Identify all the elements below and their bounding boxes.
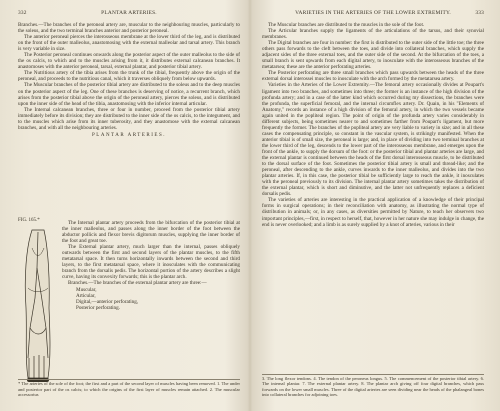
page-number: 333	[475, 10, 484, 16]
left-body-text	[18, 22, 240, 141]
right-footnote: 3. The long flexor tendons. 4. The tendon of the peroneus longus. 5. The commencement of the posterior tibial artery. 6. The internal plantar. 7. The external plantar artery. 8. The plantar arch giving off four digital branches, which pass forwards on the lower small muscles. Three of the digital arteries are seen dividing near the heads of the phalangeal bones into collateral branches for adjoining toes.	[262, 374, 484, 397]
paragraph: The Nutritious artery of the tibia arises from the trunk of the tibial, frequently above the origin of the peroneal, and proceeds to the nutritious canal, which it traverses obliquely from below upwards.	[18, 70, 240, 83]
paragraph: The varieties of arteries are interesting in the practical application of a knowledge of their principal forms in surgical operations; in their reconciliation with anatomy, as illustrating the normal type of distribution in animals; or, in any cases, as diversities permitted by Nature, to teach her observers two important principles,—first, in respect to herself, that, however in her nature she may indulge in change, the end is never overlooked; and a limb is as surely supplied by a knot of arteries, various in their	[262, 197, 484, 228]
left-page	[18, 0, 240, 411]
figure-label: FIG. 165.*	[18, 218, 40, 223]
list-item: Posterior perforating.	[76, 304, 120, 311]
running-title: VARIETIES IN THE ARTERIES OF THE LOWER EXTREMITY.	[295, 10, 451, 16]
page-number: 332	[18, 10, 27, 16]
paragraph: The Posterior peroneal continues onwards along the posterior aspect of the outer malleolus to the side of the os calcis, to which and to the muscles arising from it, it distributes external calcanean branches. It anastomoses with the anterior peroneal, tarsal, external plantar, and posterior tibial artery.	[18, 52, 240, 71]
paragraph: The Posterior perforating are three small branches which pass upwards between the heads of the three external dorsal interossei muscles to inosculate with the arch formed by the metatarsea artery.	[262, 70, 484, 83]
paragraph: The anterior peroneal pierces the interosseous membrane at the lower third of the leg, and is distributed on the front of the outer malleolus, anastomosing with the external malleolar and tarsal artery. This branch is very variable in size.	[18, 34, 240, 53]
section-heading: PLANTAR ARTERIES.	[92, 132, 166, 138]
list-item: Articular,	[76, 292, 96, 299]
left-footnote: * The arteries of the sole of the foot; the first and a part of the second layer of muscles having been removed. 1. The under and posterior part of the os calcis; to which the origins of the first layer of muscles remain attached. 2. The muscular accessorius	[18, 379, 240, 397]
paragraph: The Internal calcanean branches, three or four in number, proceed from the posterior tibial artery immediately before its division; they are distributed to the inner side of the os calcis, to the integument, and to the muscles which arise from its inner tuberosity, and they anastomose with the external calcanean branches, and with all the neighbouring arteries.	[18, 106, 240, 131]
paragraph: The Muscular branches are distributed to the muscles in the sole of the foot.	[268, 22, 425, 28]
paragraph: The Internal plantar artery proceeds from the bifurcation of the posterior tibial at the inner malleolus, and passes along the inner border of the foot between the abductor pollicis and flexor brevis digitorum muscles, supplying the inner border of the foot and great toe.	[62, 220, 240, 245]
paragraph: The Digital branches are four in number: the first is distributed to the outer side of the little toe; the three others pass forwards to the cleft between the toes, and divide into collateral branches, which supply the adjacent sides of the three external toes, and the outer side of the second. At the bifurcation of the toes, a small branch is sent upwards from each digital artery, to inosculate with the interosseous branches of the metatarsea; these are the anterior perforating arteries.	[262, 40, 484, 71]
paragraph: The Articular branches supply the ligaments of the articulations of the tarsus, and their synovial membranes.	[262, 28, 484, 41]
list-item: Muscular,	[76, 286, 97, 293]
paragraph: The Muscular branches of the posterior tibial artery are distributed to the soleus and to the deep muscles on the posterior aspect of the leg. One of these branches is deserving of notice, a recurrent branch, which arises from the posterior tibial above the origin of the peroneal artery, pierces the soleus, and is distributed upon the inner side of the head of the tibia, anastomosing with the inferior internal articular.	[18, 82, 240, 107]
left-running-head	[18, 10, 240, 18]
paragraph: The External plantar artery, much larger than the internal, passes obliquely outwards between the first and second layers of the plantar muscles, to the fifth metatarsal space. It then turns horizontally inwards between the second and third layers, to the first metatarsal space, where it inosculates with the communicating branch from the dorsalis pedis. The horizontal portion of the artery describes a slight curve, having its convexity forwards; this is the plantar arch.	[62, 244, 240, 281]
foot-illustration-icon	[18, 218, 58, 388]
list-item: Digital,—anterior perforating,	[76, 298, 139, 305]
running-title: PLANTAR ARTERIES.	[101, 10, 157, 16]
paragraph: Varieties in the Arteries of the Lower Extremity.—The femoral artery occasionally divides at Poupart's ligament into two branches, and sometimes into three; the former is an instance of the high division of the profunda artery; and in a case of the latter kind which occurred during my dissections, the branches were the profunda, the superficial femoral, and the internal circumflex artery. Dr. Quain, in his "Elements of Anatomy," records an instance of a high division of the femoral artery, in which the two vessels became again united in the popliteal region. The point of origin of the profunda artery varies considerably in different subjects, being sometimes nearer to and sometimes farther from Poupart's ligament, but more frequently the former. The branches of the popliteal artery are very liable to variety in size; and in all these cases the compensating principle, so constant in the vascular system, is strikingly manifested. When the anterior tibial is of small size, the peroneal is large; and, in place of dividing into two terminal branches at the lower third of the leg, descends to the lower part of the interosseous membrane, and emerges upon the front of the ankle, to supply the dorsum of the foot: or the posterior tibial and plantar arteries are large, and the external plantar is continued between the heads of the first dorsal interosseous muscle, to be distributed to the dorsal surface of the foot. Sometimes the posterior tibial artery is small and thread-like; and the peroneal, after descending to the ankle, curves inwards to the inner malleolus, and divides into the two plantar arteries. If, in this case, the posterior tibial be sufficiently large to reach the ankle, it inosculates with the peroneal previously to its division. The internal plantar artery sometimes takes the distribution of the external plantar, which is short and diminutive, and the latter not unfrequently replaces a deficient dorsalis pedis.	[262, 82, 484, 198]
figure-side-text	[62, 218, 240, 311]
paragraph: Branches.—The branches of the peroneal artery are, muscular to the neighbouring muscles, particularly to the soleus, and the two terminal branches anterior and posterior peroneal.	[18, 22, 240, 35]
right-page	[262, 0, 484, 411]
branch-list	[62, 287, 240, 311]
right-body-text	[262, 22, 484, 228]
paragraph: Branches.—The branches of the external plantar artery are three:—	[68, 280, 207, 287]
right-running-head	[262, 10, 484, 18]
foot-arteries-figure	[18, 218, 58, 388]
